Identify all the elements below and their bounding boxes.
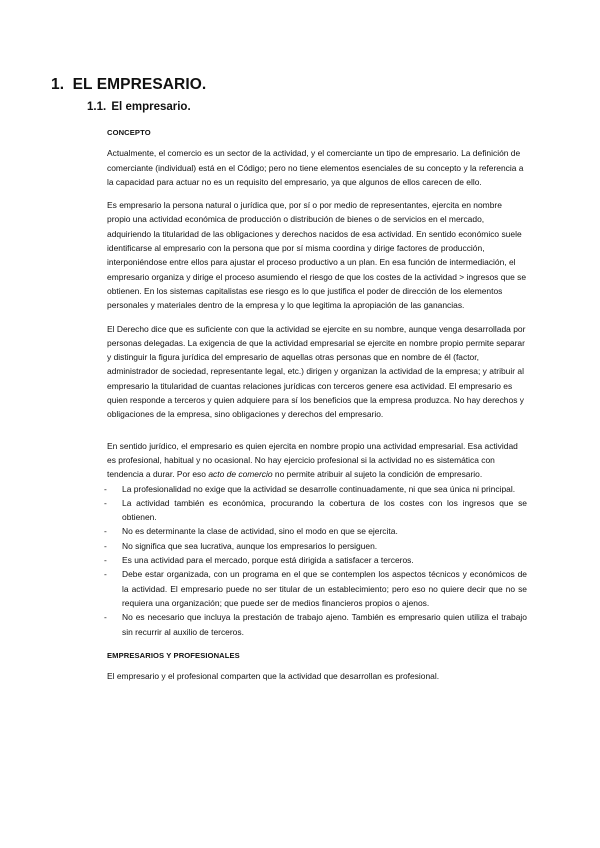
list-item-text: La profesionalidad no exige que la actividad se desarrolle continuadamente, ni que sea única ni principal.	[122, 483, 516, 494]
spacer	[107, 431, 527, 439]
list-item	[104, 567, 527, 610]
section-number: 1.1.	[87, 101, 107, 113]
list-item-text: Es una actividad para el mercado, porque está dirigida a satisfacer a terceros.	[122, 555, 414, 566]
characteristics-list	[104, 482, 527, 639]
list-item-text: Debe estar organizada, con un programa en el que se contemplen los aspectos técnicos y económicos de la actividad. El empresario puede no ser titular de un establecimiento; pero eso no quiere decir que no se requiera una organización; que puede ser de medios financieros propios o ajenos.	[122, 569, 527, 608]
list-item	[104, 610, 527, 639]
list-item	[104, 553, 527, 567]
chapter-title: EL EMPRESARIO.	[72, 76, 207, 93]
bullet-dash: -	[104, 555, 107, 566]
chapter-number: 1.	[51, 76, 65, 93]
juridico-text-before: En sentido jurídico, el empresario es quien ejercita en nombre propio una actividad empresarial. Esa actividad es profesional, habitual y no ocasional. No hay ejercicio profesional si la actividad no es sistemática con tendencia a durar. Por eso	[107, 440, 518, 480]
paragraph-definicion-empresario: Es empresario la persona natural o jurídica que, por sí o por medio de representantes, ejercita en nombre propio una actividad económica de producción o distribución de bienes o de servicios en el mercado, adquiriendo la titularidad de las obligaciones y derechos nacidos de esa actividad. En sentido económico suele identificarse al empresario con la persona que por sí misma coordina y dirige factores de producción, interponiéndose entre ellos para ajustar el proceso productivo a un plan. En esa función de intermediación, el empresario organiza y dirige el proceso asumiendo el riesgo de que los costes de la actividad > ingresos que se obtienen. En los sistemas capitalistas ese riesgo es lo que justifica el poder de dirección de los elementos personales y materiales dentro de la empresa y lo que legitima la apropiación de las ganancias.	[107, 200, 527, 311]
juridico-text-after: no permite atribuir al sujeto la condición de empresario.	[272, 469, 483, 480]
body-text	[104, 126, 527, 692]
chapter-heading	[51, 76, 206, 94]
bullet-dash: -	[104, 497, 107, 508]
paragraph-actualmente: Actualmente, el comercio es un sector de la actividad, y el comerciante un tipo de empresario. La definición de comerciante (individual) está en el Código; pero no tiene elementos esenciales de su concepto y la referencia a la capacidad para actuar no es un requisito del empresario, ya que algunos de ellos carecen de ello.	[107, 148, 524, 187]
paragraph-sentido-juridico	[107, 439, 527, 482]
subsection-title-concepto: CONCEPTO	[107, 128, 151, 137]
bullet-dash: -	[104, 526, 107, 537]
list-item	[104, 482, 527, 496]
list-item	[104, 496, 527, 525]
bullet-dash: -	[104, 483, 107, 494]
paragraph-derecho: El Derecho dice que es suficiente con que la actividad se ejercite en su nombre, aunque venga desarrollada por personas delegadas. La exigencia de que la actividad empresarial se ejercite en nombre propio permite separar y distinguir la figura jurídica del empresario de aquellas otras personas que en nombre de él (factor, administrador de sociedad, representante legal, etc.) dirigen y organizan la actividad de la empresa; y atribuir al empresario la titularidad de cuantas relaciones jurídicas con terceros genere esa actividad. El empresario es quien responde a terceros y quien adquiere para sí los beneficios que la empresa produzca. No hay derechos y obligaciones de la empresa, sino obligaciones y derechos del empresario.	[107, 323, 526, 420]
list-item-text: No es determinante la clase de actividad, sino el modo en que se ejercita.	[122, 526, 398, 537]
section-heading	[87, 101, 191, 113]
subsection-title-profesionales: EMPRESARIOS Y PROFESIONALES	[107, 650, 240, 660]
list-item	[104, 524, 527, 538]
list-item-text: No significa que sea lucrativa, aunque los empresarios lo persiguen.	[122, 540, 378, 551]
list-item-text: No es necesario que incluya la prestación de trabajo ajeno. También es empresario quien utiliza el trabajo sin recurrir al auxilio de terceros.	[122, 612, 527, 637]
paragraph-profesionales: El empresario y el profesional comparten que la actividad que desarrollan es profesional.	[107, 671, 440, 682]
list-item	[104, 539, 527, 553]
juridico-text-italic: acto de comercio	[208, 469, 273, 480]
list-item-text: La actividad también es económica, procurando la cobertura de los costes con los ingresos que se obtienen.	[122, 497, 527, 523]
bullet-dash: -	[104, 569, 107, 580]
section-title: El empresario.	[111, 101, 191, 113]
bullet-dash: -	[104, 612, 107, 623]
bullet-dash: -	[104, 540, 107, 551]
